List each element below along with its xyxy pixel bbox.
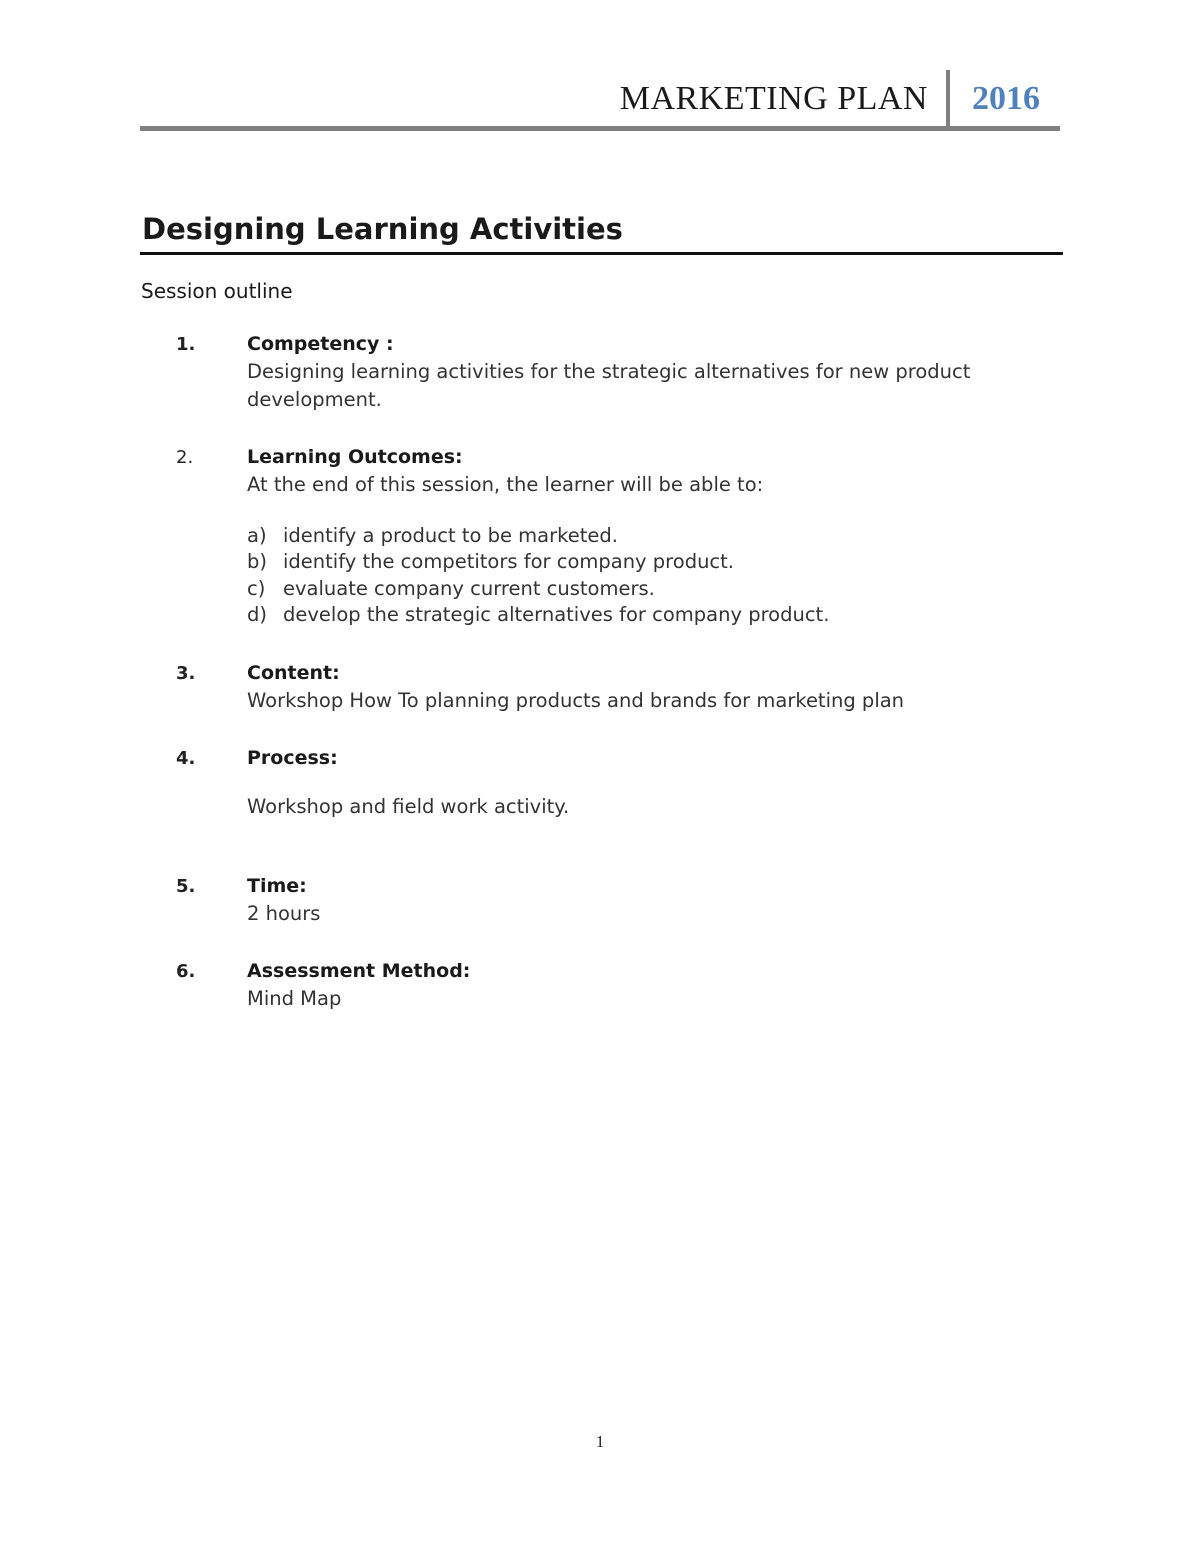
item-heading-competency: Competency : — [247, 333, 394, 355]
item-heading-assessment-method: Assessment Method: — [247, 960, 471, 982]
item-heading-content: Content: — [247, 662, 340, 684]
list-item-letter: d) — [247, 603, 267, 626]
page-title: Designing Learning Activities — [142, 212, 623, 246]
header-separator — [946, 70, 950, 128]
section-heading: Session outline — [141, 279, 293, 303]
item-text-time: 2 hours — [247, 902, 321, 925]
list-item-text: develop the strategic alternatives for company product. — [283, 603, 830, 626]
list-item — [247, 524, 618, 547]
item-heading-process: Process: — [247, 747, 338, 769]
list-item — [247, 550, 734, 573]
list-item — [247, 577, 655, 600]
item-number: 5. — [176, 876, 196, 897]
list-item — [247, 603, 829, 626]
title-rule — [140, 252, 1063, 255]
header-year: 2016 — [972, 80, 1040, 117]
list-item-text: identify the competitors for company product. — [283, 550, 734, 573]
list-item-letter: b) — [247, 550, 267, 573]
item-number: 1. — [176, 334, 196, 355]
item-number: 6. — [176, 961, 196, 982]
item-text-learning-outcomes: At the end of this session, the learner will be able to: — [247, 473, 764, 496]
item-number: 3. — [176, 663, 196, 684]
item-text-content: Workshop How To planning products and brands for marketing plan — [247, 689, 905, 712]
list-item-letter: c) — [247, 577, 266, 600]
list-item-text: identify a product to be marketed. — [283, 524, 618, 547]
header-rule — [140, 126, 1060, 131]
item-text-assessment-method: Mind Map — [247, 987, 342, 1010]
item-number: 4. — [176, 748, 196, 769]
item-heading-learning-outcomes: Learning Outcomes: — [247, 446, 463, 468]
item-heading-time: Time: — [247, 875, 307, 897]
item-number: 2. — [176, 447, 194, 468]
item-text-competency: Designing learning activities for the strategic alternatives for new product development. — [247, 360, 971, 411]
item-text-process: Workshop and field work activity. — [247, 795, 570, 818]
list-item-text: evaluate company current customers. — [283, 577, 655, 600]
page-number: 1 — [595, 1432, 605, 1451]
header-title: MARKETING PLAN — [619, 80, 928, 117]
page-header — [140, 70, 1060, 132]
list-item-letter: a) — [247, 524, 267, 547]
